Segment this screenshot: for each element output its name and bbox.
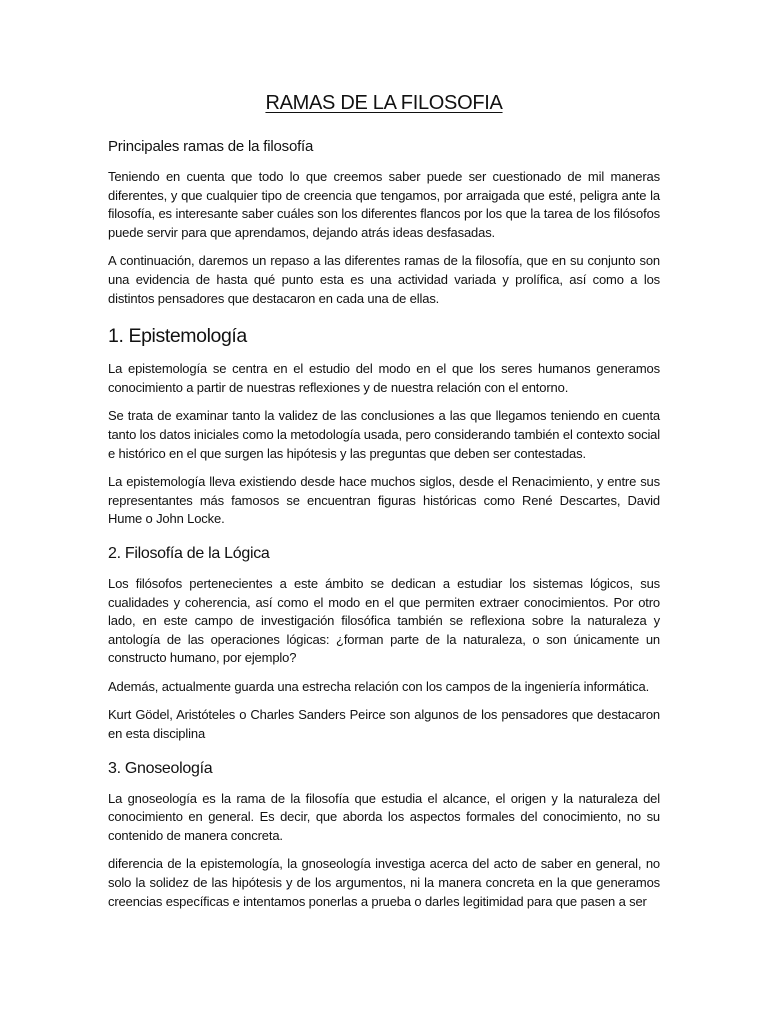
- section-paragraph: Los filósofos pertenecientes a este ámbito se dedican a estudiar los sistemas lógicos, sus cualidades y coherencia, así como el modo en el que permiten extraer conocimientos. Por otro lado, en este campo de investigación filosófica también se reflexiona sobre la naturaleza y antología de las operaciones lógicas: ¿forman parte de la naturaleza, o son únicamente un constructo humano, por ejemplo?: [108, 575, 660, 666]
- section-paragraph: La epistemología lleva existiendo desde hace muchos siglos, desde el Renacimiento, y entre sus representantes más famosos se encuentran figuras históricas como René Descartes, David Hume o John Locke.: [108, 474, 660, 527]
- section-paragraph: La gnoseología es la rama de la filosofía que estudia el alcance, el origen y la naturaleza del conocimiento en general. Es decir, que aborda los aspectos formales del conocimiento, no su contenido de manera concreta.: [108, 790, 660, 843]
- section-heading-gnoseologia: 3. Gnoseología: [108, 759, 213, 777]
- document-title: RAMAS DE LA FILOSOFIA: [265, 92, 503, 114]
- section-paragraph: Se trata de examinar tanto la validez de las conclusiones a las que llegamos teniendo en cuenta tanto los datos iniciales como la metodología usada, pero considerando también el contexto social e histórico en el que surgen las hipótesis y las preguntas que deben ser contestadas.: [108, 408, 660, 461]
- intro-paragraph: A continuación, daremos un repaso a las diferentes ramas de la filosofía, que en su conjunto son una evidencia de hasta qué punto esta es una actividad variada y prolífica, así como a los distintos pensadores que destacaron en cada una de ellas.: [108, 253, 660, 306]
- section-paragraph: Kurt Gödel, Aristóteles o Charles Sanders Peirce son algunos de los pensadores que destacaron en esta disciplina: [108, 707, 660, 742]
- section-heading-epistemologia: 1. Epistemología: [108, 325, 247, 348]
- section-paragraph: La epistemología se centra en el estudio del modo en el que los seres humanos generamos conocimiento a partir de nuestras reflexiones y de nuestra relación con el entorno.: [108, 361, 660, 395]
- section-paragraph: diferencia de la epistemología, la gnoseología investiga acerca del acto de saber en general, no solo la solidez de las hipótesis y de los argumentos, ni la manera concreta en la que generamos creencias específicas e intentamos ponerlas a prueba o darles legitimidad para que pasen a ser: [108, 856, 660, 909]
- intro-paragraph: Teniendo en cuenta que todo lo que creemos saber puede ser cuestionado de mil maneras diferentes, y que cualquier tipo de creencia que tengamos, por arraigada que esté, peligra ante la filosofía, es interesante saber cuáles son los diferentes flancos por los que la tarea de los filósofos puede servir para que aprendamos, dejando atrás ideas desfasadas.: [108, 169, 660, 240]
- section-heading-filosofia-logica: 2. Filosofía de la Lógica: [108, 544, 270, 562]
- section-paragraph: Además, actualmente guarda una estrecha relación con los campos de la ingeniería informática.: [108, 678, 650, 694]
- document-subtitle: Principales ramas de la filosofía: [108, 138, 314, 155]
